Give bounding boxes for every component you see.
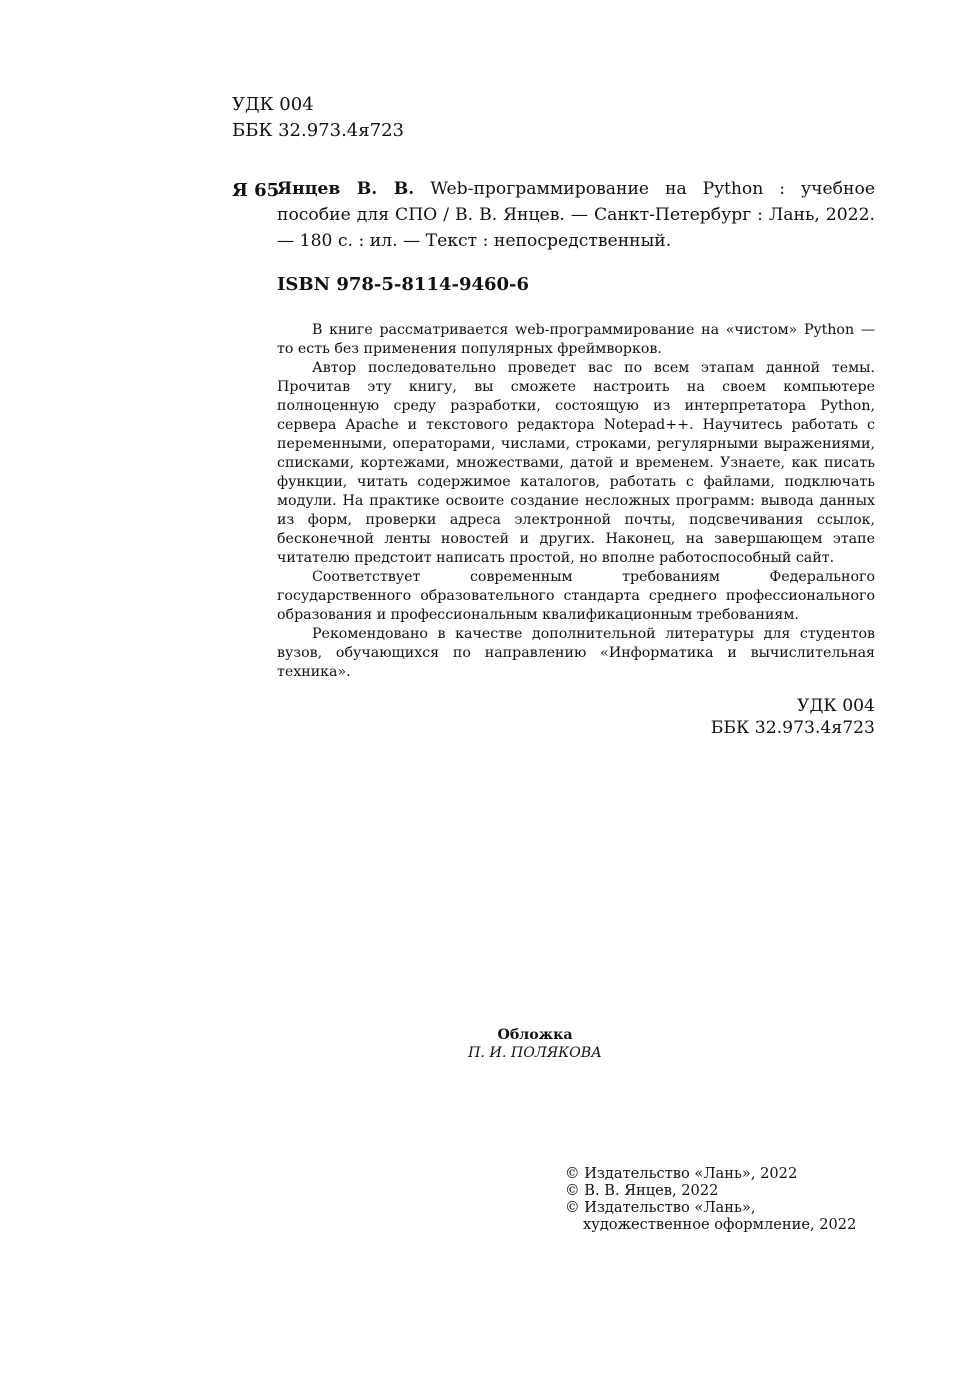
classification-codes-bottom xyxy=(711,695,875,739)
copyright-block xyxy=(565,1165,856,1233)
abstract xyxy=(277,321,875,682)
cover-label: Обложка xyxy=(497,1027,573,1043)
udk-code-bottom: УДК 004 xyxy=(797,696,875,716)
bbk-code-bottom: ББК 32.973.4я723 xyxy=(710,718,875,738)
author-catalog-code: Я 65 xyxy=(232,180,280,201)
abstract-paragraph: В книге рассматривается web-программирование на «чистом» Python — то есть без применения популярных фреймворков. xyxy=(277,322,875,357)
copyright-line: © Издательство «Лань», xyxy=(565,1199,756,1216)
record-description: Web-программирование на Python : учебное пособие для СПО / В. В. Янцев. — Санкт-Петербург : Лань, 2022. — 180 с. : ил. — Текст : непосредственный. xyxy=(277,179,875,251)
udk-code: УДК 004 xyxy=(232,94,314,115)
abstract-paragraph: Рекомендовано в качестве дополнительной литературы для студентов вузов, обучающихся по направлению «Информатика и вычислительная техника». xyxy=(277,626,875,680)
abstract-paragraph: Соответствует современным требованиям Федерального государственного образовательного стандарта среднего профессионального образования и профессиональным квалификационным требованиям. xyxy=(277,569,875,623)
cover-designer: П. И. ПОЛЯКОВА xyxy=(468,1045,602,1061)
copyright-line: © В. В. Янцев, 2022 xyxy=(565,1182,719,1199)
record-author: Янцев В. В. xyxy=(277,179,415,199)
isbn: ISBN 978-5-8114-9460-6 xyxy=(277,274,530,295)
bibliographic-record xyxy=(277,176,875,254)
copyright-line: © Издательство «Лань», 2022 xyxy=(565,1165,798,1182)
classification-codes-top xyxy=(232,92,404,144)
copyright-line: художественное оформление, 2022 xyxy=(583,1216,857,1233)
bbk-code: ББК 32.973.4я723 xyxy=(232,120,404,141)
cover-credit xyxy=(420,1026,650,1062)
abstract-paragraph: Автор последовательно проведет вас по всем этапам данной темы. Прочитав эту книгу, вы сможете настроить на своем компьютере полноценную среду разработки, состоящую из интерпретатора Python, сервера Apache и текстового редактора Notepad++. Научитесь работать с переменными, операторами, числами, строками, регулярными выражениями, списками, кортежами, множествами, датой и временем. Узнаете, как писать функции, читать содержимое каталогов, работать с файлами, подключать модули. На практике освоите создание несложных программ: вывода данных из форм, проверки адреса электронной почты, подсвечивания ссылок, бесконечной ленты новостей и других. Наконец, на завершающем этапе читателю предстоит написать простой, но вполне работоспособный сайт. xyxy=(277,360,875,566)
